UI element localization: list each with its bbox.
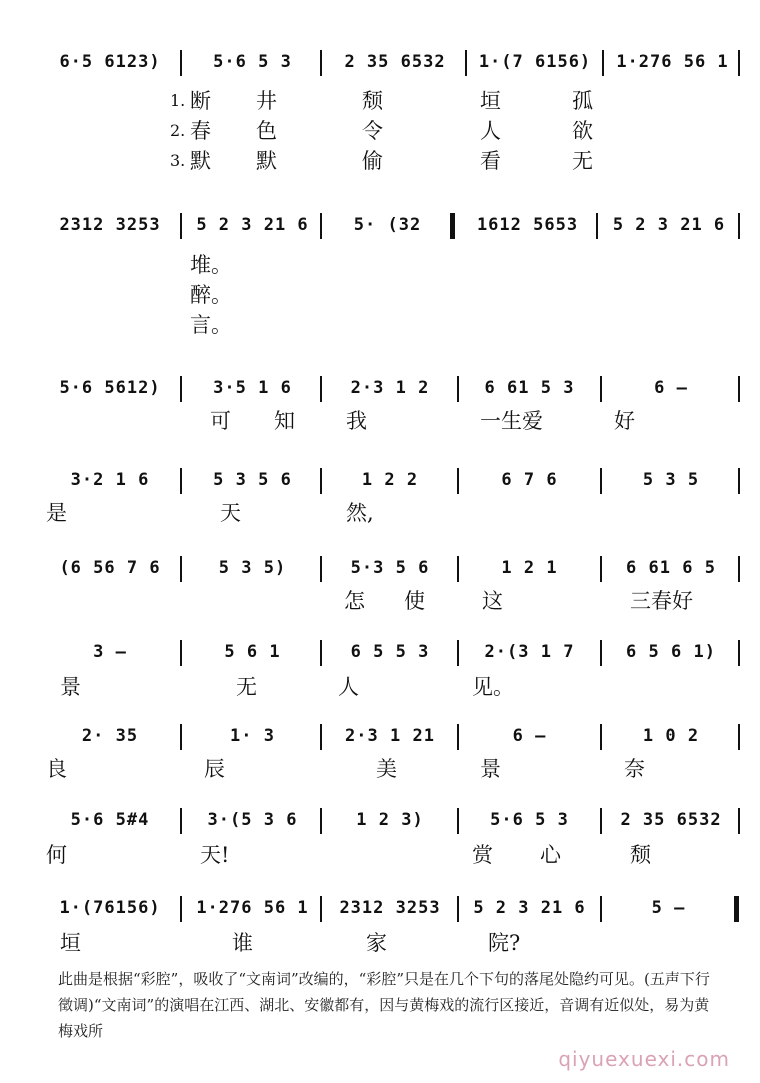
measure: 2· 35: [40, 724, 180, 748]
lyric: 孤: [572, 89, 593, 113]
lyric-row-5: [20, 756, 745, 782]
score-line-9: [20, 896, 745, 920]
lyric-row-7: [20, 930, 745, 956]
lyric: 一生爱: [480, 409, 543, 433]
watermark: qiyuexuexi.com: [558, 1047, 730, 1071]
lyric: 好: [614, 409, 635, 433]
double-barline: [450, 213, 455, 239]
lyric-row-1: [20, 408, 745, 434]
barline: [180, 724, 182, 750]
measure: 5·6 5 3: [462, 808, 597, 832]
lyric: 偷: [362, 149, 383, 173]
barline: [320, 724, 322, 750]
measure: 6 —: [462, 724, 597, 748]
lyric: 天!: [200, 843, 230, 867]
lyric: 是: [46, 501, 67, 525]
measure: 6 5 5 3: [325, 640, 455, 664]
lyric: 三春好: [630, 589, 693, 613]
measure: 1·(7 6156): [470, 50, 600, 74]
measure: 2·3 1 21: [325, 724, 455, 748]
lyric: 春: [190, 119, 211, 143]
lyric: 无: [572, 149, 593, 173]
barline: [320, 50, 322, 76]
verse-endings: [20, 282, 745, 308]
barline: [180, 556, 182, 582]
lyric: 辰: [204, 757, 225, 781]
barline: [320, 808, 322, 834]
score-line-1: [20, 50, 745, 74]
measure: 2312 3253: [325, 896, 455, 920]
verse-row-1: [20, 88, 745, 114]
lyric: 奈: [624, 757, 645, 781]
measure: 1 2 2: [325, 468, 455, 492]
score-line-8: [20, 808, 745, 832]
score-line-3: [20, 376, 745, 400]
lyric: 赏: [472, 843, 493, 867]
lyric: 见。: [472, 675, 514, 699]
lyric: 颓: [630, 843, 651, 867]
barline: [738, 468, 740, 494]
lyric-row-6: [20, 842, 745, 868]
barline: [320, 376, 322, 402]
lyric: 井: [256, 89, 277, 113]
measure: 3·(5 3 6: [185, 808, 320, 832]
lyric: 天: [220, 501, 241, 525]
lyric: 良: [46, 757, 67, 781]
lyric: 醉。: [190, 283, 232, 307]
score-line-7: [20, 724, 745, 748]
score-line-6: [20, 640, 745, 664]
barline: [600, 640, 602, 666]
measure: 6 61 5 3: [462, 376, 597, 400]
measure: 1·276 56 1: [185, 896, 320, 920]
measure: 6·5 6123): [40, 50, 180, 74]
measure: 5·6 5612): [40, 376, 180, 400]
verse-number: 3.: [170, 151, 186, 170]
barline: [600, 896, 602, 922]
lyric: 何: [46, 843, 67, 867]
measure: 5 3 5): [185, 556, 320, 580]
measure: 2 35 6532: [325, 50, 465, 74]
lyric: 家: [366, 931, 387, 955]
lyric: 怎: [344, 589, 365, 613]
lyric: 颓: [362, 89, 383, 113]
barline: [457, 896, 459, 922]
lyric: 垣: [480, 89, 501, 113]
barline: [457, 724, 459, 750]
measure: 1 0 2: [606, 724, 736, 748]
measure: 5 3 5 6: [185, 468, 320, 492]
measure: 3 —: [40, 640, 180, 664]
verse-endings: [20, 312, 745, 338]
barline: [457, 808, 459, 834]
lyric: 景: [480, 757, 501, 781]
lyric: 美: [376, 757, 397, 781]
measure: 6 7 6: [462, 468, 597, 492]
lyric: 言。: [190, 313, 232, 337]
final-barline: [734, 896, 739, 922]
barline: [596, 213, 598, 239]
lyric: 景: [60, 675, 81, 699]
verse-endings: [20, 252, 745, 278]
measure: 3·5 1 6: [185, 376, 320, 400]
barline: [465, 50, 467, 76]
barline: [320, 640, 322, 666]
barline: [457, 640, 459, 666]
barline: [738, 376, 740, 402]
barline: [180, 376, 182, 402]
verse-row-2: [20, 118, 745, 144]
measure: 5 3 5: [606, 468, 736, 492]
verse-number: 1.: [170, 91, 186, 110]
measure: 5 2 3 21 6: [185, 213, 320, 237]
lyric: 可: [210, 409, 231, 433]
lyric: 堆。: [190, 253, 232, 277]
barline: [738, 724, 740, 750]
barline: [738, 808, 740, 834]
barline: [738, 50, 740, 76]
measure: 1· 3: [185, 724, 320, 748]
measure: 3·2 1 6: [40, 468, 180, 492]
measure: 5· (32: [325, 213, 450, 237]
measure: 5·6 5#4: [40, 808, 180, 832]
measure: 1 2 3): [325, 808, 455, 832]
barline: [320, 468, 322, 494]
barline: [180, 640, 182, 666]
lyric: 这: [482, 589, 503, 613]
barline: [180, 50, 182, 76]
barline: [320, 213, 322, 239]
lyric: 心: [540, 843, 561, 867]
lyric: 谁: [232, 931, 253, 955]
barline: [320, 896, 322, 922]
measure: 1612 5653: [460, 213, 595, 237]
lyric: 默: [256, 149, 277, 173]
explanatory-note: 此曲是根据“彩腔”，吸收了“文南词”改编的，“彩腔”只是在几个下句的落尾处隐约可见。(五声下行徵调)“文南词”的演唱在江西、湖北、安徽都有，因与黄梅戏的流行区接近，音调有近似处，易为黄梅戏所: [58, 970, 710, 1040]
measure: 2·3 1 2: [325, 376, 455, 400]
barline: [738, 213, 740, 239]
measure: 5·6 5 3: [185, 50, 320, 74]
barline: [457, 376, 459, 402]
score-line-5: [20, 556, 745, 580]
barline: [738, 556, 740, 582]
barline: [738, 640, 740, 666]
measure: 2 35 6532: [606, 808, 736, 832]
measure: 1 2 1: [462, 556, 597, 580]
verse-number: 2.: [170, 121, 186, 140]
barline: [600, 376, 602, 402]
barline: [180, 468, 182, 494]
measure: 5 2 3 21 6: [602, 213, 736, 237]
barline: [180, 808, 182, 834]
lyric: 知: [274, 409, 295, 433]
measure: 6 5 6 1): [606, 640, 736, 664]
measure: 5 —: [606, 896, 731, 920]
measure: 2312 3253: [40, 213, 180, 237]
lyric: 人: [338, 675, 359, 699]
barline: [457, 556, 459, 582]
measure: (6 56 7 6: [40, 556, 180, 580]
measure: 5 2 3 21 6: [462, 896, 597, 920]
lyric: 人: [480, 119, 501, 143]
lyric: 院?: [488, 931, 521, 955]
measure: 6 —: [606, 376, 736, 400]
lyric-row-2: [20, 500, 745, 526]
lyric: 默: [190, 149, 211, 173]
barline: [457, 468, 459, 494]
measure: 5 6 1: [185, 640, 320, 664]
lyric: 色: [256, 119, 277, 143]
measure: 5·3 5 6: [325, 556, 455, 580]
barline: [600, 724, 602, 750]
lyric-row-4: [20, 674, 745, 700]
barline: [600, 556, 602, 582]
lyric-row-3: [20, 588, 745, 614]
lyric: 使: [404, 589, 425, 613]
measure: 6 61 6 5: [606, 556, 736, 580]
barline: [602, 50, 604, 76]
verse-row-3: [20, 148, 745, 174]
lyric: 看: [480, 149, 501, 173]
score-line-4: [20, 468, 745, 492]
lyric: 断: [190, 89, 211, 113]
barline: [180, 896, 182, 922]
lyric: 然,: [346, 501, 374, 525]
lyric: 垣: [60, 931, 81, 955]
barline: [180, 213, 182, 239]
lyric: 令: [362, 119, 383, 143]
lyric: 我: [346, 409, 367, 433]
measure: 1·276 56 1: [610, 50, 735, 74]
barline: [320, 556, 322, 582]
measure: 2·(3 1 7: [462, 640, 597, 664]
barline: [600, 468, 602, 494]
lyric: 欲: [572, 119, 593, 143]
measure: 1·(76156): [40, 896, 180, 920]
score-line-2: [20, 213, 745, 237]
barline: [600, 808, 602, 834]
lyric: 无: [236, 675, 257, 699]
